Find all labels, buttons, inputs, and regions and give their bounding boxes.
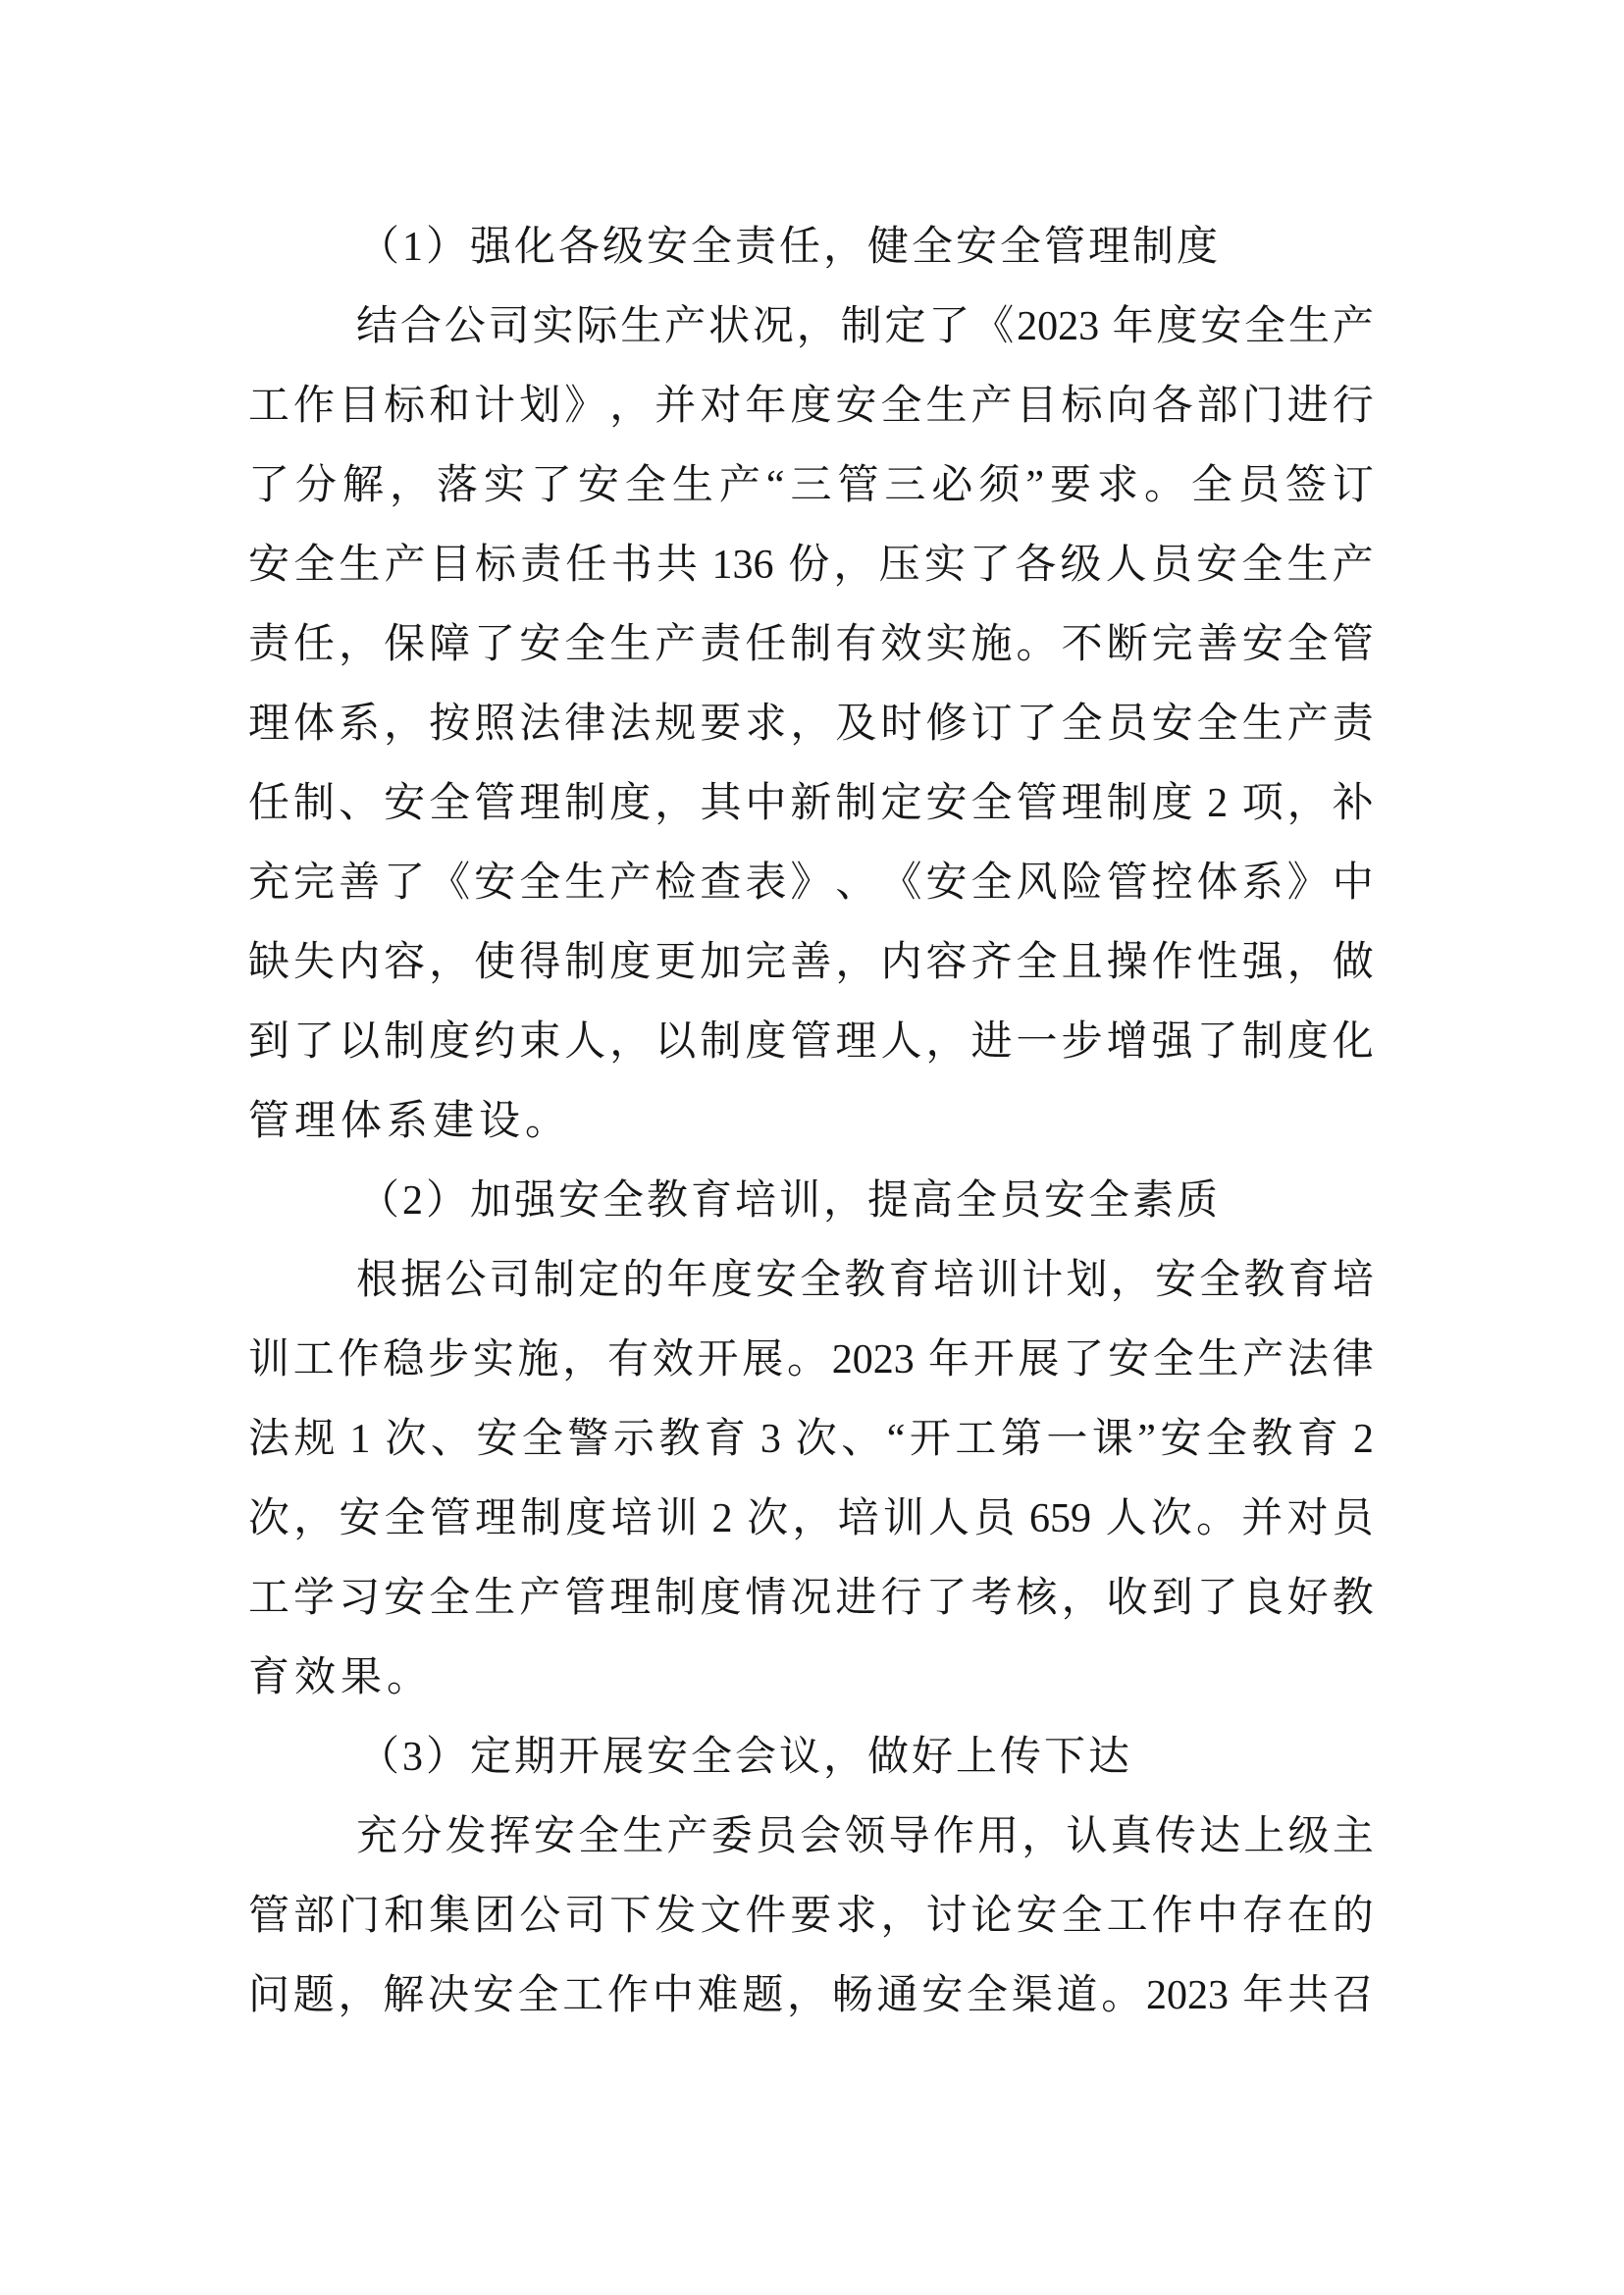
text-line: 管理体系建设。 <box>248 1099 572 1144</box>
text-line: 管 部 门 和 集 团 公 司 下 发 文 件 要 求 ， 讨 论 安 全 工 作 中 存 在 的 <box>248 1894 1374 1939</box>
text-line: 充 完 善 了 《 安 全 生 产 检 查 表 》 、 《 安 全 风 险 管 控 体 系 》 中 <box>248 861 1374 906</box>
text-line: 育效果。 <box>248 1655 434 1700</box>
text-line: 法 规 1 次 、 安 全 警 示 教 育 3 次 、 “ 开 工 第 一 课 ” 安 全 教 育 2 <box>248 1417 1374 1462</box>
section-heading: （1）强化各级安全责任，健全安全管理制度 <box>358 225 1222 270</box>
text-line: 任 制 、 安 全 管 理 制 度 ， 其 中 新 制 定 安 全 管 理 制 度 2 项 ， 补 <box>248 781 1374 826</box>
text-line: 结 合 公 司 实 际 生 产 状 况 ， 制 定 了 《 2023 年 度 安 全 生 产 <box>356 304 1374 349</box>
text-line: 工 作 目 标 和 计 划 》 ， 并 对 年 度 安 全 生 产 目 标 向 各 部 门 进 行 <box>248 384 1374 429</box>
text-line: 训 工 作 稳 步 实 施 ， 有 效 开 展 。 2023 年 开 展 了 安 全 生 产 法 律 <box>248 1337 1374 1382</box>
section-heading: （2）加强安全教育培训，提高全员安全素质 <box>358 1178 1222 1224</box>
text-line: 充 分 发 挥 安 全 生 产 委 员 会 领 导 作 用 ， 认 真 传 达 上 级 主 <box>356 1814 1374 1859</box>
text-line: 安 全 生 产 目 标 责 任 书 共 136 份 ， 压 实 了 各 级 人 员 安 全 生 产 <box>248 543 1374 588</box>
text-line: 责 任 ， 保 障 了 安 全 生 产 责 任 制 有 效 实 施 。 不 断 完 善 安 全 管 <box>248 622 1374 667</box>
text-line: 工 学 习 安 全 生 产 管 理 制 度 情 况 进 行 了 考 核 ， 收 到 了 良 好 教 <box>248 1576 1374 1621</box>
section-heading: （3）定期开展安全会议，做好上传下达 <box>358 1735 1133 1780</box>
text-line: 问 题 ， 解 决 安 全 工 作 中 难 题 ， 畅 通 安 全 渠 道 。 2023 年 共 召 <box>248 1973 1374 2018</box>
text-line: 到 了 以 制 度 约 束 人 ， 以 制 度 管 理 人 ， 进 一 步 增 强 了 制 度 化 <box>248 1019 1374 1065</box>
text-line: 根 据 公 司 制 定 的 年 度 安 全 教 育 培 训 计 划 ， 安 全 教 育 培 <box>356 1258 1374 1303</box>
text-line: 了 分 解 ， 落 实 了 安 全 生 产 “ 三 管 三 必 须 ” 要 求 。 全 员 签 订 <box>248 463 1374 508</box>
text-line: 理 体 系 ， 按 照 法 律 法 规 要 求 ， 及 时 修 订 了 全 员 安 全 生 产 责 <box>248 702 1374 747</box>
text-line: 次 ， 安 全 管 理 制 度 培 训 2 次 ， 培 训 人 员 659 人 次 。 并 对 员 <box>248 1496 1374 1541</box>
document-text <box>248 208 1374 2036</box>
text-line: 缺 失 内 容 ， 使 得 制 度 更 加 完 善 ， 内 容 齐 全 且 操 作 性 强 ， 做 <box>248 940 1374 985</box>
